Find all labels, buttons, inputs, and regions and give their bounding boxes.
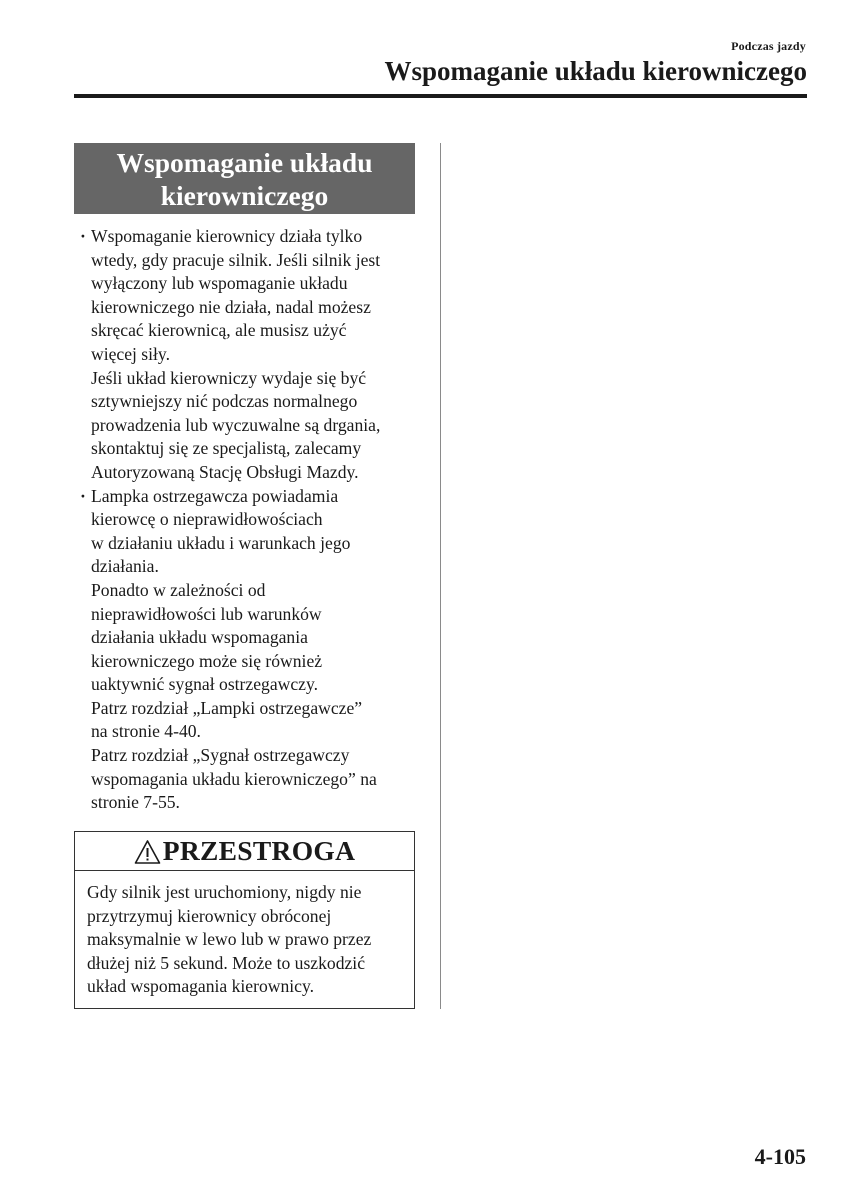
header-rule bbox=[74, 94, 807, 98]
warning-triangle-icon bbox=[134, 839, 161, 865]
list-item-text: Wspomaganie kierownicy działa tylko wtedy, gdy pracuje silnik. Jeśli silnik jest wyłączony lub wspomaganie układu kierowniczego nie działa, nadal możesz skręcać kierownicą, ale musisz użyć więcej siły. Jeśli układ kierowniczy wydaje się być sztywniejszy nić podczas normalnego prowadzenia lub wyczuwalne są drgania, skontaktuj się ze specjalistą, zalecamy Autoryzowaną Stację Obsługi Mazdy. bbox=[91, 226, 381, 482]
page-number: 4-105 bbox=[754, 1144, 806, 1169]
column-divider bbox=[440, 143, 441, 1009]
bullet-marker: · bbox=[80, 485, 86, 506]
caution-text: Gdy silnik jest uruchomiony, nigdy nie przytrzymuj kierownicy obróconej maksymalnie w lewo lub w prawo przez dłużej niż 5 sekund. Może to uszkodzić układ wspomagania kierownicy. bbox=[87, 882, 372, 997]
list-item-text: Lampka ostrzegawcza powiadamia kierowcę o nieprawidłowościach w działaniu układu i warunkach jego działania. Ponadto w zależności od nieprawidłowości lub warunków działania układu wspomagania kierowniczego może się również uaktywnić sygnał ostrzegawczy. Patrz rozdział „Lampki ostrzegawcze” na stronie 4-40. Patrz rozdział „Sygnał ostrzegawczy wspomagania układu kierowniczego” na stronie 7-55. bbox=[91, 485, 377, 813]
list-item bbox=[74, 225, 419, 485]
bullet-marker: · bbox=[80, 226, 86, 246]
list-item bbox=[74, 485, 419, 815]
caution-title: PRZESTROGA bbox=[162, 835, 356, 866]
chapter-label: Podczas jazdy bbox=[731, 39, 806, 53]
section-heading: Wspomaganie układu kierowniczego bbox=[116, 146, 373, 211]
caution-box bbox=[74, 831, 415, 1009]
page-title: Wspomaganie układu kierowniczego bbox=[384, 56, 807, 86]
section-heading-box bbox=[74, 143, 415, 214]
caution-header bbox=[75, 832, 414, 871]
section-body bbox=[74, 225, 419, 815]
